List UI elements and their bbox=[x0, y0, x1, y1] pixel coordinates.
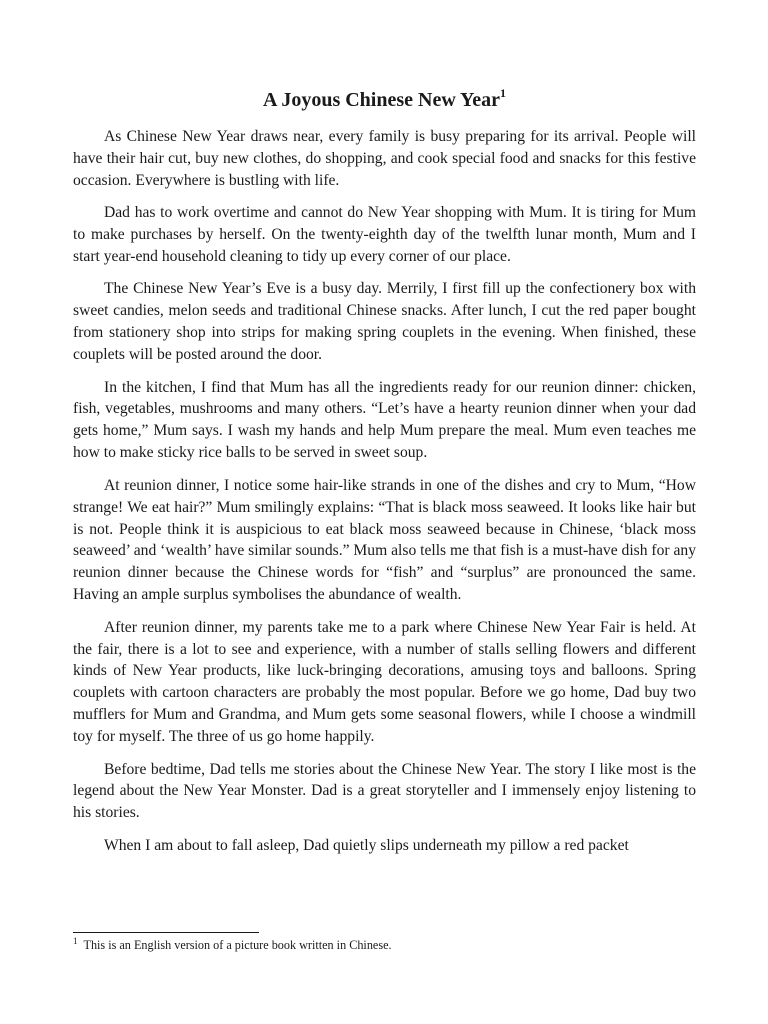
paragraph-4: In the kitchen, I find that Mum has all the ingredients ready for our reunion dinner: chicken, fish, vegetables, mushrooms and many others. “Let’s have a hearty reunion dinner when your dad gets home,” Mum says. I wash my hands and help Mum prepare the meal. Mum even teaches me how to make sticky rice balls to be served in sweet soup. bbox=[73, 378, 696, 462]
title-text: A Joyous Chinese New Year bbox=[262, 89, 501, 111]
page-title bbox=[73, 86, 696, 114]
footnote bbox=[73, 936, 392, 954]
paragraph-7: Before bedtime, Dad tells me stories about the Chinese New Year. The story I like most is the legend about the New Year Monster. Dad is a great storyteller and I immensely enjoy listening to his stories. bbox=[73, 760, 696, 822]
title-footnote-marker: 1 bbox=[500, 86, 507, 100]
paragraph-5: At reunion dinner, I notice some hair-like strands in one of the dishes and cry to Mum, “How strange! We eat hair?” Mum smilingly explains: “That is black moss seaweed. It looks like hair but is not. People think it is auspicious to eat black moss seaweed because in Chinese, ‘black moss seaweed’ and ‘wealth’ have similar sounds.” Mum also tells me that fish is a must-have dish for any reunion dinner because the Chinese words for “fish” and “surplus” are pronounced the same. Having an ample surplus symbolises the abundance of wealth. bbox=[73, 476, 697, 604]
paragraph-3: The Chinese New Year’s Eve is a busy day. Merrily, I first fill up the confectionery box with sweet candies, melon seeds and traditional Chinese snacks. After lunch, I cut the red paper bought from stationery shop into strips for making spring couplets in the evening. When finished, these couplets will be posted around the door. bbox=[73, 280, 696, 364]
paragraph-1: As Chinese New Year draws near, every family is busy preparing for its arrival. People will have their hair cut, buy new clothes, do shopping, and cook special food and snacks for this festive occasion. Everywhere is bustling with life. bbox=[73, 128, 696, 189]
paragraph-8: When I am about to fall asleep, Dad quietly slips underneath my pillow a red packet bbox=[104, 836, 629, 854]
footnote-marker: 1 bbox=[73, 936, 78, 946]
footnote-text: This is an English version of a picture book written in Chinese. bbox=[83, 938, 392, 952]
footnote-divider bbox=[73, 932, 259, 933]
paragraph-6: After reunion dinner, my parents take me to a park where Chinese New Year Fair is held. At the fair, there is a lot to see and experience, with a number of stalls selling flowers and different kinds of New Year products, like luck-bringing decorations, amusing toys and balloons. Spring couplets with cartoon characters are probably the most popular. Before we go home, Dad buy two mufflers for Mum and Grandma, and Mum gets some seasonal flowers, while I choose a windmill toy for myself. The three of us go home happily. bbox=[73, 618, 696, 746]
paragraph-2: Dad has to work overtime and cannot do New Year shopping with Mum. It is tiring for Mum to make purchases by herself. On the twenty-eighth day of the twelfth lunar month, Mum and I start year-end household cleaning to tidy up every corner of our place. bbox=[73, 204, 696, 266]
